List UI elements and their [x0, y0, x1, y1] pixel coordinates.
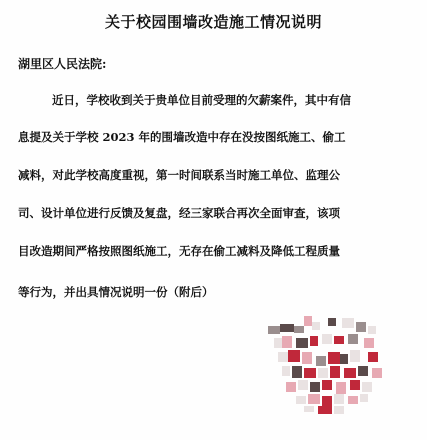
seal-mosaic-block — [342, 318, 354, 328]
seal-mosaic-block — [372, 368, 382, 378]
seal-mosaic-block — [282, 366, 290, 376]
seal-mosaic-block — [302, 352, 312, 364]
seal-mosaic-block — [358, 366, 368, 376]
seal-mosaic-block — [318, 406, 332, 414]
seal-mosaic-block — [348, 334, 358, 344]
seal-mosaic-block — [312, 322, 320, 330]
seal-mosaic-block — [362, 382, 372, 392]
seal-mosaic-block — [310, 336, 318, 346]
seal-mosaic-block — [330, 366, 340, 378]
seal-mosaic-block — [298, 380, 308, 390]
seal-mosaic-block — [348, 396, 358, 404]
seal-mosaic-block — [318, 368, 328, 378]
seal-mosaic-block — [368, 352, 378, 362]
seal-mosaic-block — [350, 350, 360, 362]
seal-mosaic-block — [340, 354, 348, 364]
body-line-2: 息提及关于学校 2023 年的围墙改造中存在没按图纸施工、偷工 — [18, 130, 346, 144]
seal-mosaic-block — [334, 336, 344, 344]
body-line-3: 减料，对此学校高度重视，第一时间联系当时施工单位、监理公 — [18, 168, 340, 182]
seal-mosaic-block — [286, 382, 296, 392]
seal-mosaic-block — [268, 326, 280, 334]
seal-mosaic-block — [274, 338, 282, 348]
seal-mosaic-block — [322, 334, 332, 344]
seal-mosaic-block — [292, 366, 302, 378]
recipient-line: 湖里区人民法院: — [18, 57, 107, 71]
seal-mosaic-block — [308, 394, 320, 404]
seal-mosaic-block — [328, 318, 336, 326]
seal-mosaic-block — [336, 382, 346, 394]
seal-mosaic-block — [350, 380, 360, 390]
seal-mosaic-block — [278, 352, 288, 362]
seal-mosaic-block — [288, 350, 300, 362]
seal-mosaic-block — [304, 368, 316, 378]
seal-mosaic-block — [304, 316, 312, 326]
seal-mosaic-block — [294, 326, 304, 333]
seal-mosaic-block — [334, 394, 344, 404]
seal-mosaic-block — [310, 382, 320, 392]
pixelated-seal-stamp — [268, 316, 386, 416]
seal-mosaic-block — [316, 356, 326, 366]
seal-mosaic-block — [328, 352, 340, 364]
seal-mosaic-block — [280, 324, 294, 332]
seal-mosaic-block — [344, 368, 356, 378]
seal-mosaic-block — [296, 338, 308, 348]
seal-mosaic-block — [364, 338, 374, 348]
seal-mosaic-block — [296, 396, 306, 404]
seal-mosaic-block — [334, 406, 344, 414]
body-line-6: 等行为，并出具情况说明一份（附后） — [18, 285, 214, 299]
body-line-4: 司、设计单位进行反馈及复盘，经三家联合再次全面审查，该项 — [18, 206, 340, 220]
seal-mosaic-block — [360, 394, 368, 402]
body-line-5: 目改造期间严格按照图纸施工，无存在偷工减料及降低工程质量 — [18, 244, 340, 258]
seal-mosaic-block — [282, 336, 292, 348]
seal-mosaic-block — [322, 396, 332, 406]
seal-mosaic-block — [368, 326, 376, 334]
document-title: 关于校园围墙改造施工情况说明 — [104, 13, 322, 31]
seal-mosaic-block — [322, 380, 332, 390]
seal-mosaic-block — [304, 406, 314, 412]
seal-mosaic-block — [356, 322, 366, 332]
body-line-1: 近日，学校收到关于贵单位目前受理的欠薪案件，其中有信 — [52, 93, 351, 107]
